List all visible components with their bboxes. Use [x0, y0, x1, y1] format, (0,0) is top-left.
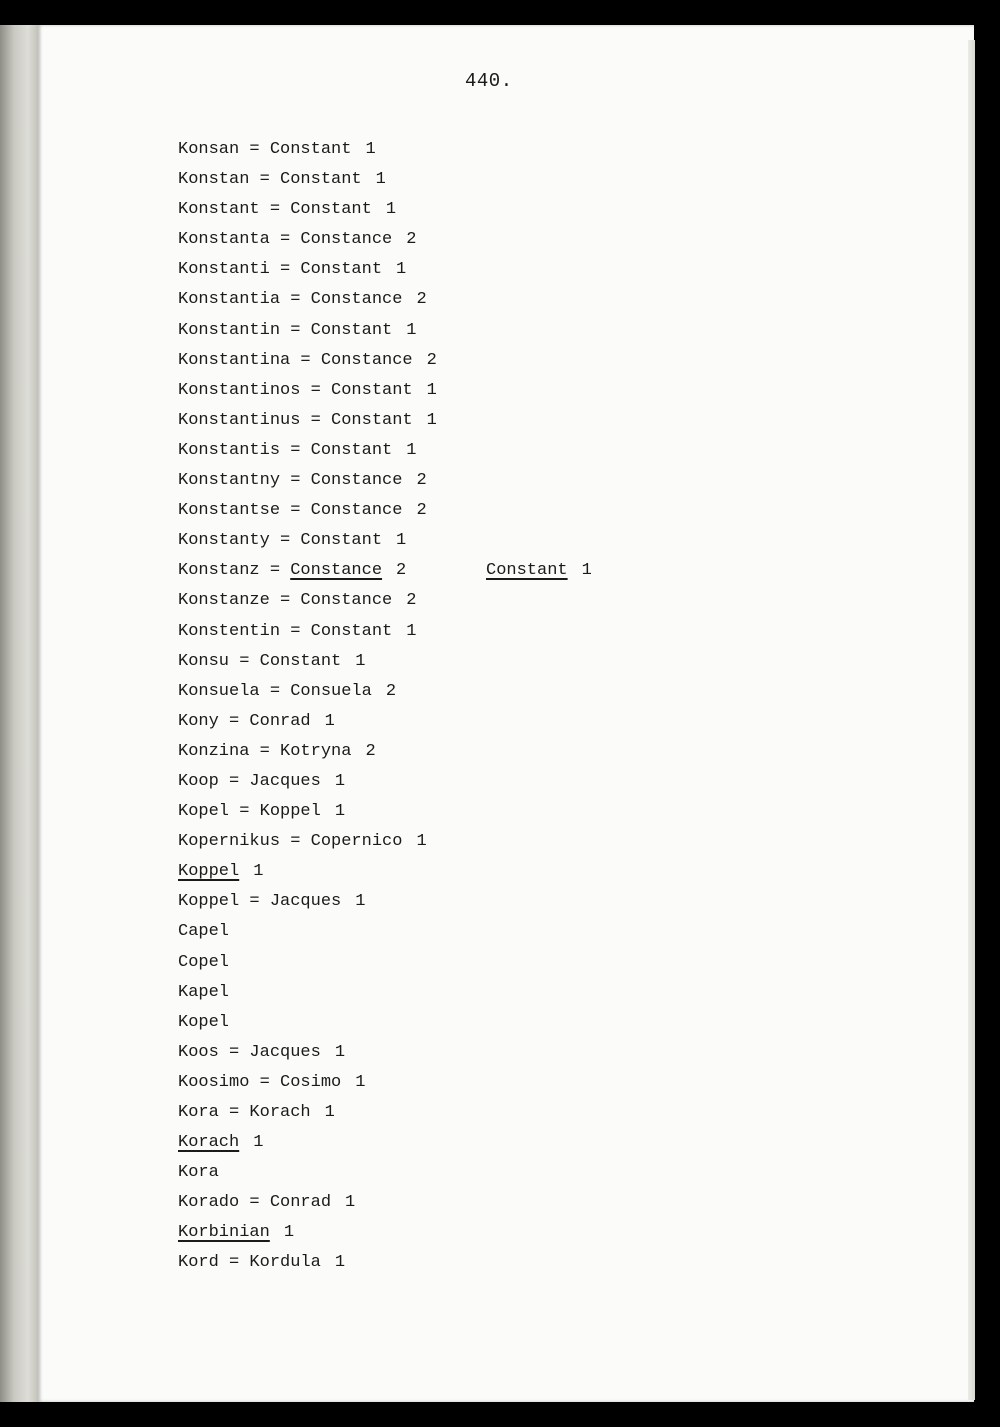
entry-number: 1	[324, 711, 335, 731]
entry-line	[178, 740, 437, 770]
entry-number: 1	[283, 1223, 295, 1243]
entry-text: Konsan = Constant	[178, 140, 352, 159]
entry-text: Konstantny = Constance	[178, 471, 403, 491]
entry-number: 1	[365, 140, 376, 159]
entry-line	[178, 1161, 437, 1191]
entry-number: 2	[406, 591, 417, 611]
underlined-name: Korach	[178, 1133, 240, 1153]
underlined-name: Koppel	[178, 862, 240, 882]
entry-text: Konsu = Constant	[178, 651, 342, 671]
entry-text: Koppel = Jacques	[178, 892, 342, 912]
entry-number: 1	[406, 320, 417, 340]
entry-line	[178, 499, 437, 529]
entry-text: Konstanze = Constance	[178, 591, 393, 611]
entry-number: 1	[345, 1193, 356, 1213]
entry-line	[178, 258, 437, 288]
entry-text: Koos = Jacques	[178, 1042, 321, 1062]
entry-number: 2	[385, 681, 397, 701]
entry-text: Konstantinus = Constant	[178, 410, 413, 430]
entry-number: 1	[253, 862, 264, 882]
entry-line	[178, 1041, 437, 1071]
entry-line	[178, 198, 437, 228]
entry-line	[178, 1101, 437, 1131]
entry-line	[178, 981, 437, 1011]
entry-line	[178, 860, 437, 890]
entry-line	[178, 469, 437, 499]
entry-line	[178, 319, 437, 349]
entry-line	[178, 439, 437, 469]
page-number: 440.	[465, 70, 513, 92]
entry-text: Koosimo = Cosimo	[178, 1072, 342, 1092]
entry-number: 1	[375, 170, 386, 190]
underlined-name: Constance	[290, 561, 383, 581]
entry-number: 1	[385, 200, 397, 220]
entry-line	[178, 138, 437, 168]
entry-line	[178, 1131, 437, 1161]
entry-number: 1	[334, 802, 346, 822]
entry-number: 1	[334, 1042, 346, 1062]
page-edge	[968, 40, 975, 1400]
entry-line	[178, 559, 592, 589]
entry-number: 1	[334, 771, 346, 791]
entry-number: 1	[355, 651, 366, 671]
entry-text: Kapel	[178, 982, 230, 1002]
entry-text: Kopel = Koppel	[178, 802, 321, 822]
entry-line	[178, 710, 437, 740]
entry-line	[178, 1221, 437, 1251]
entry-line	[178, 168, 437, 198]
entry-text: Kord = Kordula	[178, 1253, 321, 1273]
entry-number: 2	[396, 561, 407, 581]
entry-text: Konstanta = Constance	[178, 230, 393, 250]
entry-text: Copel	[178, 952, 230, 972]
entry-text: Konzina = Kotryna	[178, 741, 352, 761]
name-entry-list	[178, 138, 592, 1282]
entry-line	[178, 228, 437, 258]
entry-number: 1	[324, 1103, 335, 1122]
entry-text: Kora = Korach	[178, 1103, 311, 1122]
entry-line	[178, 890, 437, 920]
entry-line	[178, 770, 437, 800]
book-binding	[0, 25, 40, 1402]
entry-text: Capel	[178, 922, 230, 942]
entry-number: 2	[406, 230, 417, 250]
entry-number: 2	[365, 741, 376, 761]
entry-line	[178, 920, 437, 950]
entry-text: Konstantia = Constance	[178, 290, 403, 310]
entry-line	[178, 589, 437, 619]
entry-number: 1	[581, 561, 592, 581]
entry-line	[178, 409, 437, 439]
underlined-name: Korbinian	[178, 1223, 270, 1243]
entry-line	[178, 1251, 437, 1281]
entry-line	[178, 529, 437, 559]
entry-line	[178, 620, 437, 650]
entry-text: Konstantinos = Constant	[178, 380, 413, 400]
entry-line	[178, 650, 437, 680]
entry-number: 1	[426, 410, 437, 430]
entry-number: 1	[334, 1253, 346, 1273]
entry-line	[178, 1071, 437, 1101]
second-column-entry	[486, 559, 592, 583]
entry-line	[178, 349, 437, 379]
entry-number: 2	[416, 501, 427, 521]
entry-number: 2	[426, 350, 437, 370]
entry-number: 2	[416, 290, 427, 310]
entry-text: Konstantin = Constant	[178, 320, 393, 340]
entry-line	[178, 680, 437, 710]
entry-text: Konstanty = Constant	[178, 531, 383, 551]
entry-number: 1	[355, 892, 366, 912]
entry-line	[178, 830, 437, 860]
entry-number: 1	[253, 1133, 264, 1153]
entry-text: Kopernikus = Copernico	[178, 832, 403, 852]
entry-line	[178, 1191, 437, 1221]
entry-text: Konsuela = Consuela	[178, 681, 372, 701]
entry-number: 1	[396, 531, 407, 551]
entry-line	[178, 800, 437, 830]
entry-text: Korado = Conrad	[178, 1193, 332, 1213]
entry-text: Konstanti = Constant	[178, 260, 383, 280]
entry-number: 1	[396, 260, 407, 280]
entry-number: 1	[416, 832, 427, 852]
entry-text: Konstentin = Constant	[178, 621, 393, 641]
entry-text: Konstant = Constant	[178, 200, 372, 220]
entry-text: Konstan = Constant	[178, 170, 362, 190]
entry-number: 1	[426, 380, 437, 400]
entry-number: 1	[406, 440, 417, 460]
entry-text: Koop = Jacques	[178, 771, 321, 791]
entry-text: Konstantse = Constance	[178, 501, 403, 521]
entry-line	[178, 288, 437, 318]
entry-line	[178, 1011, 437, 1041]
entry-line	[178, 951, 437, 981]
entry-text: Kora	[178, 1163, 219, 1183]
entry-text: Konstantina = Constance	[178, 350, 413, 370]
entry-text: Kopel	[178, 1012, 230, 1032]
underlined-name: Constant	[486, 561, 568, 581]
entry-text: Konstantis = Constant	[178, 440, 393, 460]
entry-text: Kony = Conrad	[178, 711, 311, 731]
entry-text: Konstanz =	[178, 561, 291, 581]
entry-line	[178, 379, 437, 409]
entry-number: 1	[406, 621, 417, 641]
entry-number: 1	[355, 1072, 366, 1092]
entry-number: 2	[416, 471, 427, 491]
